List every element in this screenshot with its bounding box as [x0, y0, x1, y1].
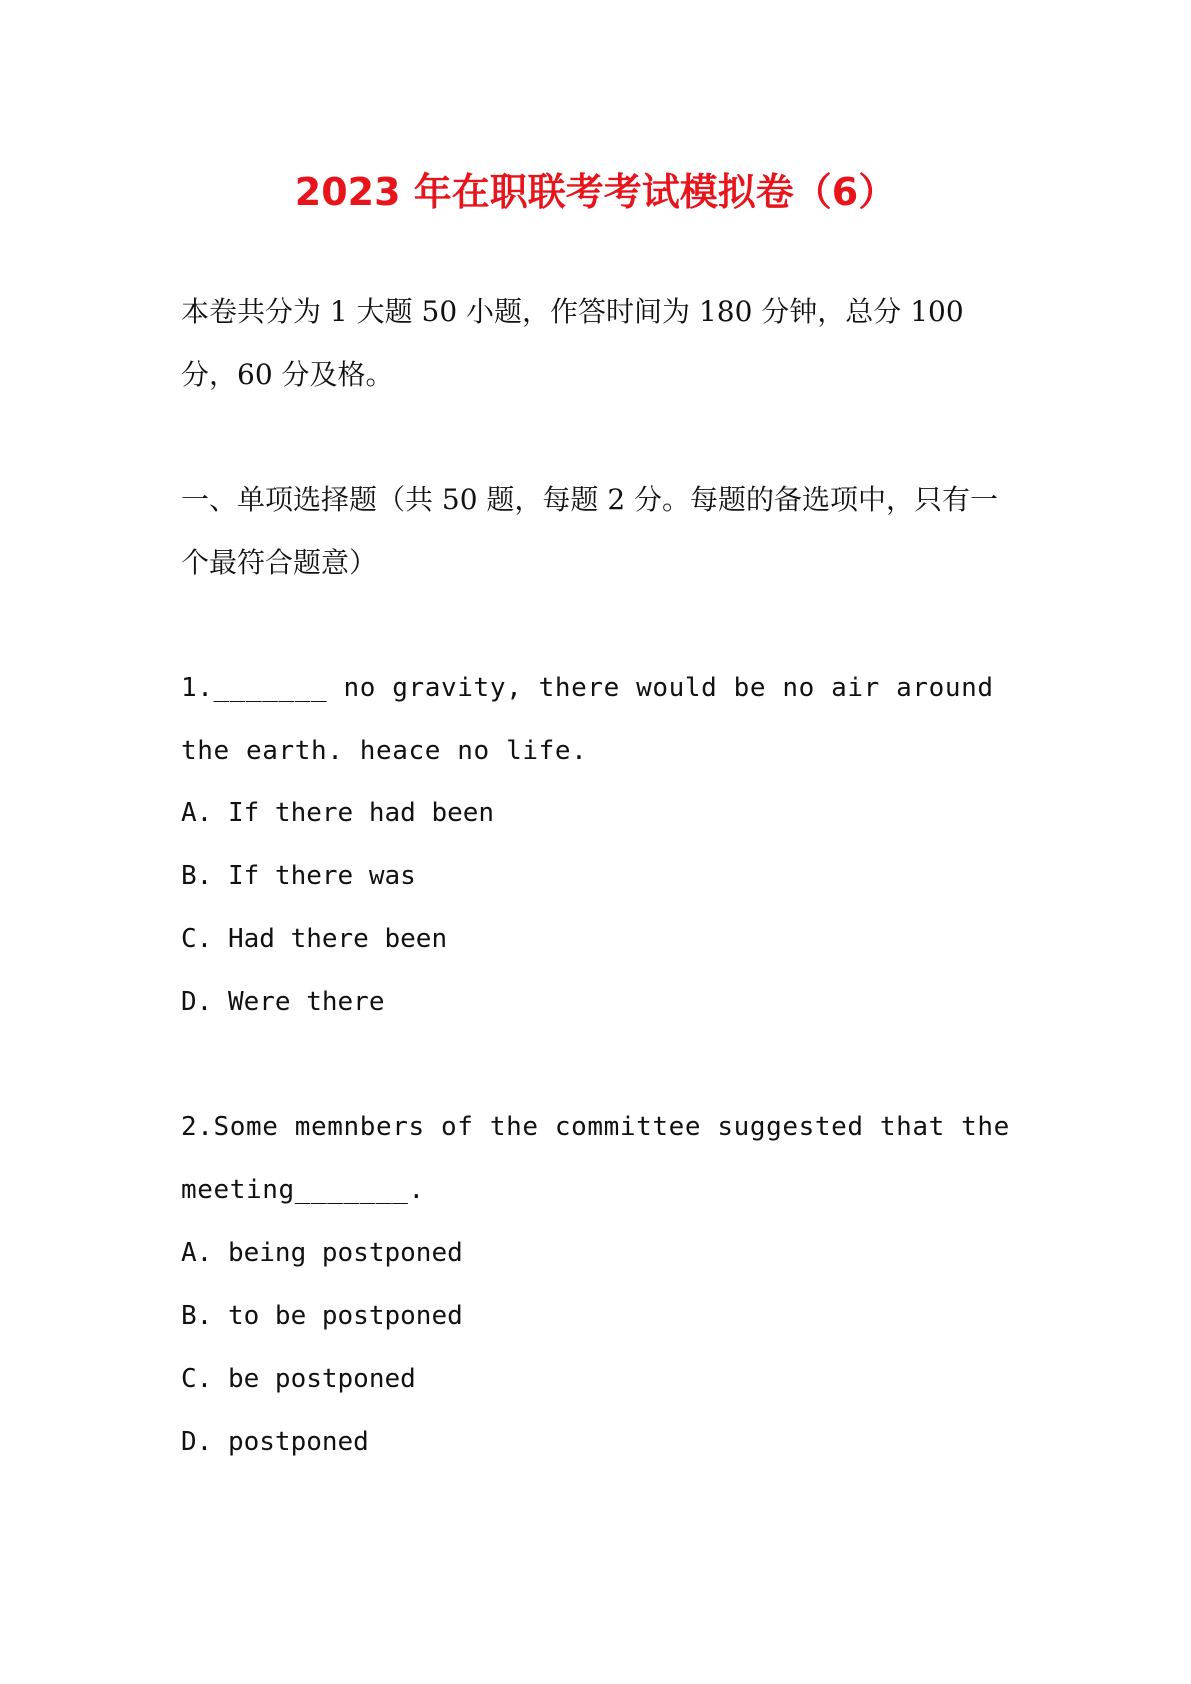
section-heading: 一、单项选择题（共 50 题，每题 2 分。每题的备选项中，只有一个最符合题意）	[181, 483, 999, 579]
page-title: 2023 年在职联考考试模拟卷（6）	[294, 170, 897, 214]
question-2-option-c: C. be postponed	[181, 1364, 416, 1394]
question-1-option-a: A. If there had been	[181, 798, 495, 828]
question-stem-2: 2.Some memnbers of the committee suggested that the meeting_______.	[181, 1112, 1010, 1205]
question-2-option-a: A. being postponed	[181, 1238, 463, 1268]
question-stem-1: 1._______ no gravity, there would be no air around the earth. heace no life.	[181, 673, 994, 766]
exam-intro: 本卷共分为 1 大题 50 小题，作答时间为 180 分钟，总分 100 分，60 分及格。	[181, 295, 964, 391]
question-1-option-b: B. If there was	[181, 861, 416, 891]
question-2-option-d: D. postponed	[181, 1427, 369, 1457]
question-2-option-b: B. to be postponed	[181, 1301, 463, 1331]
question-1-option-c: C. Had there been	[181, 924, 448, 954]
question-1-option-d: D. Were there	[181, 987, 385, 1017]
